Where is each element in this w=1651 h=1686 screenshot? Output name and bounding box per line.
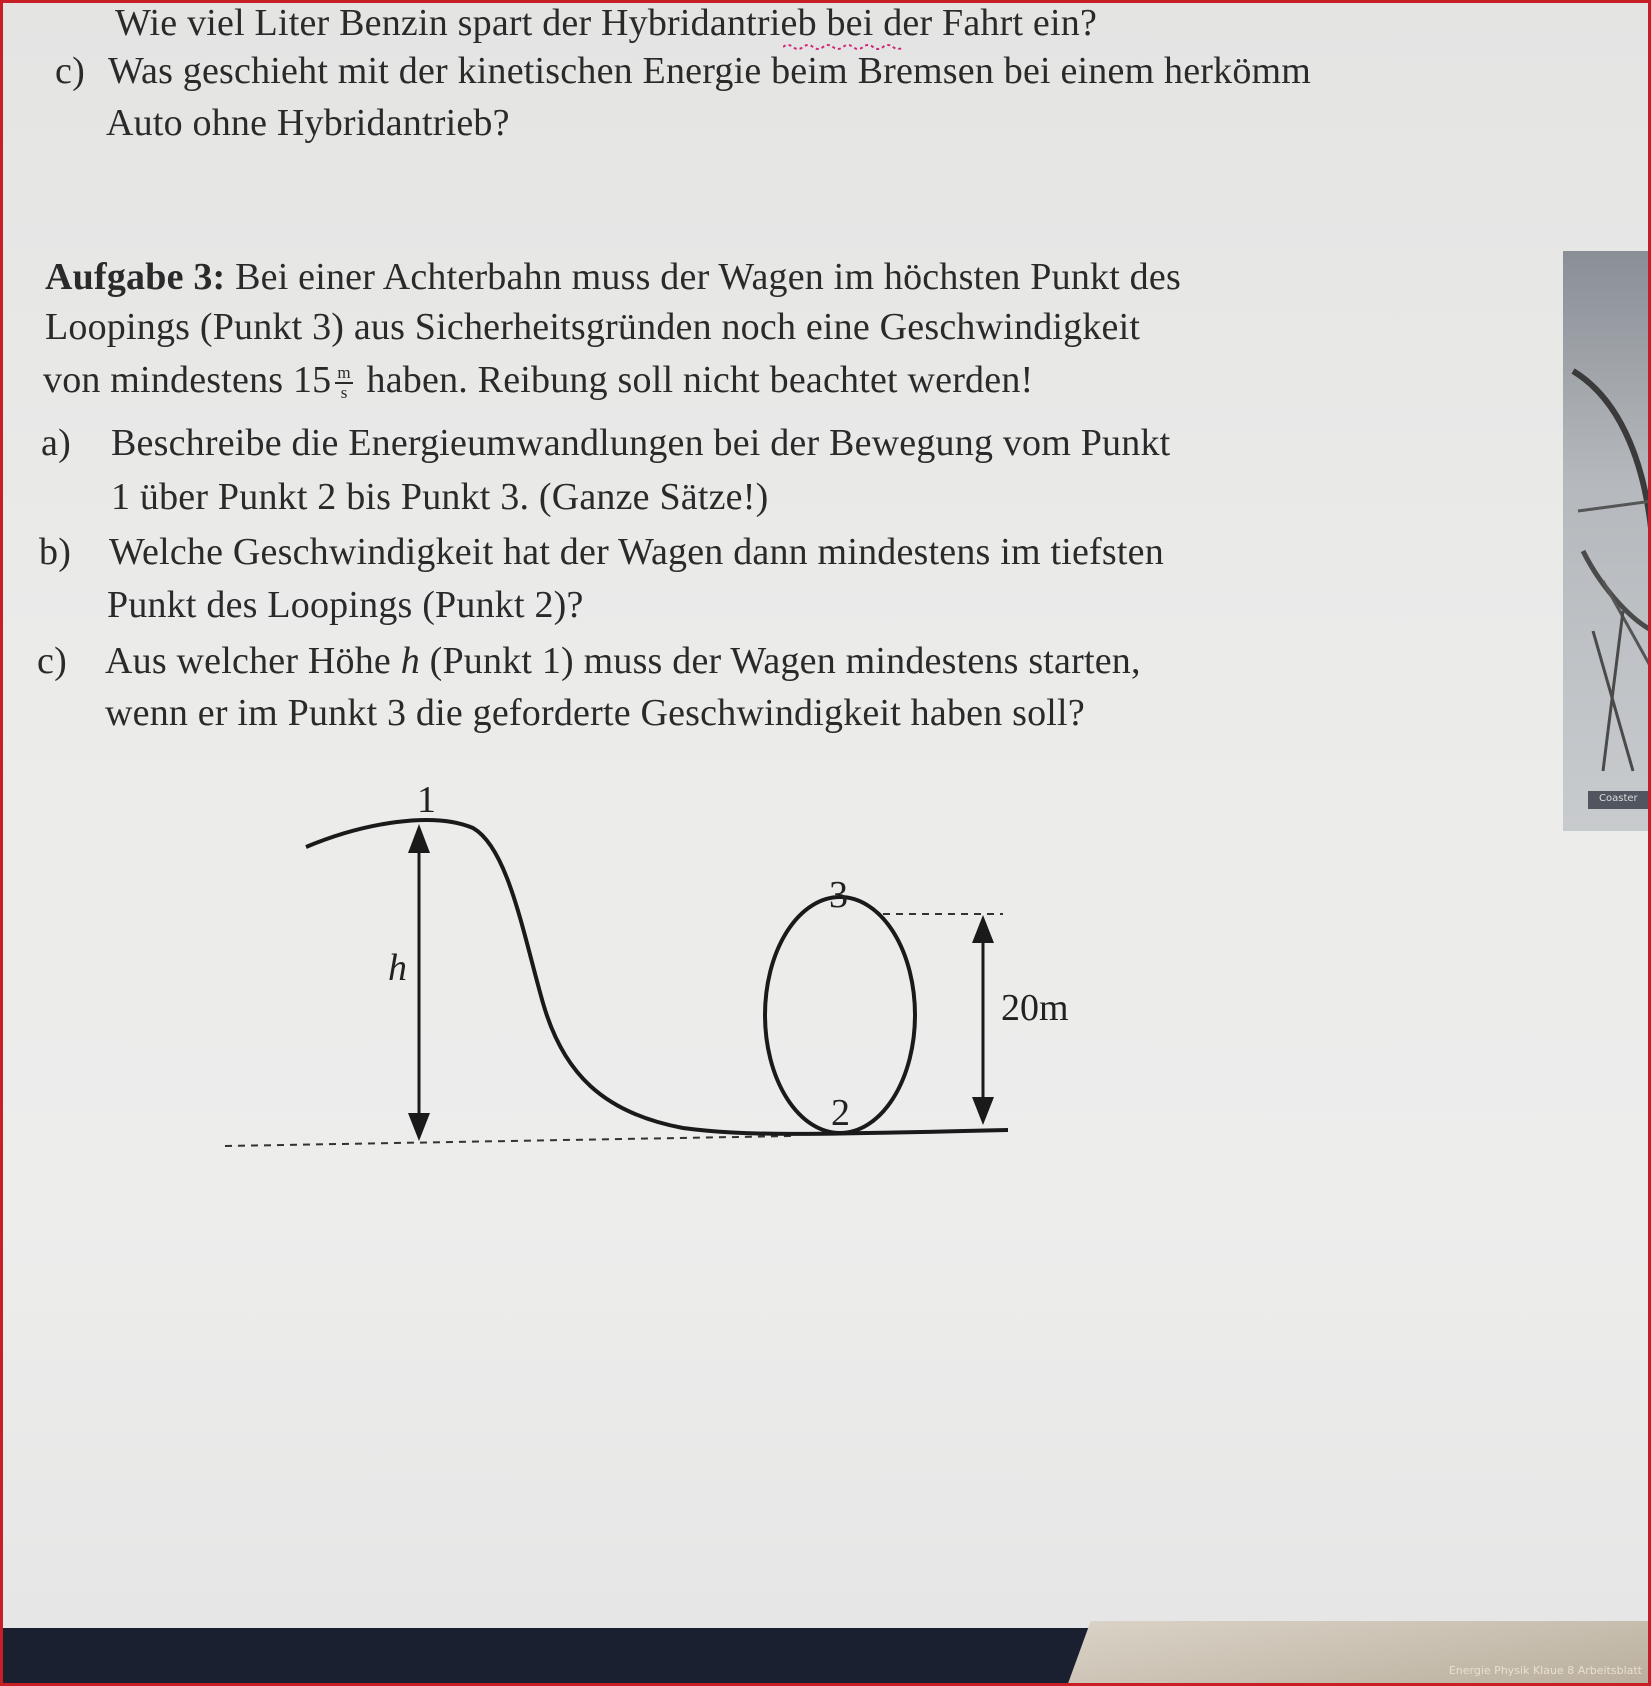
h-arrow-up-head (408, 824, 430, 853)
task3-intro-text3a: von mindestens 15 (43, 359, 332, 401)
task3-intro-text1: Bei einer Achterbahn muss der Wagen im höchsten Punkt des (235, 256, 1181, 298)
task3-c-text1b: (Punkt 1) muss der Wagen mindestens starten, (429, 640, 1141, 682)
coaster-photo (1563, 251, 1651, 831)
task3-a-line1: Beschreibe die Energieumwandlungen bei der Bewegung vom Punkt (111, 422, 1171, 464)
photo-caption: Coaster (1599, 793, 1638, 804)
task3-intro-line2: Loopings (Punkt 3) aus Sicherheitsgründen noch eine Geschwindigkeit (45, 306, 1141, 348)
task3-c-text1a: Aus welcher Höhe (105, 640, 391, 682)
task3-a-line2: 1 über Punkt 2 bis Punkt 3. (Ganze Sätze!) (111, 476, 769, 518)
point-1-label: 1 (417, 779, 436, 821)
unit-numerator: m (337, 363, 351, 383)
ground-dashed-line (225, 1136, 793, 1146)
prev-task-c-line1: Was geschieht mit der kinetischen Energie beim Bremsen bei einem herkömm (108, 50, 1312, 92)
task3-c-var-h: h (400, 640, 420, 682)
task3-b-line1: Welche Geschwindigkeit hat der Wagen dann mindestens im tiefsten (109, 531, 1164, 573)
loop-arrow-down-head (972, 1097, 994, 1125)
task3-b-label: b) (39, 531, 72, 573)
task3-heading: Aufgabe 3: (45, 256, 226, 298)
textbook-page (3, 3, 1648, 1628)
task3-c-line2: wenn er im Punkt 3 die geforderte Geschwindigkeit haben soll? (105, 692, 1085, 734)
task3-intro-text3b: haben. Reibung soll nicht beachtet werden! (366, 359, 1034, 401)
point-3-label: 3 (829, 874, 848, 916)
roller-coaster-diagram (3, 3, 1648, 1628)
unit-denominator: s (340, 383, 348, 403)
height-h-label: h (388, 947, 407, 989)
task3-a-label: a) (41, 422, 71, 464)
track-curve (306, 820, 1008, 1134)
prev-task-c-label: c) (55, 50, 85, 92)
point-2-label: 2 (831, 1092, 850, 1134)
h-arrow-down-head (408, 1113, 430, 1141)
loop-arrow-up-head (972, 915, 994, 943)
task3-c-label: c) (37, 640, 67, 682)
prev-task-c-line2: Auto ohne Hybridantrieb? (106, 102, 510, 144)
loop-height-label: 20m (1001, 987, 1069, 1029)
task3-b-line2: Punkt des Loopings (Punkt 2)? (107, 584, 584, 626)
watermark-text: Energie Physik Klaue 8 Arbeitsblatt (1448, 1664, 1642, 1677)
prev-task-b-continuation: Wie viel Liter Benzin spart der Hybridantrieb bei der Fahrt ein? (115, 2, 1098, 44)
